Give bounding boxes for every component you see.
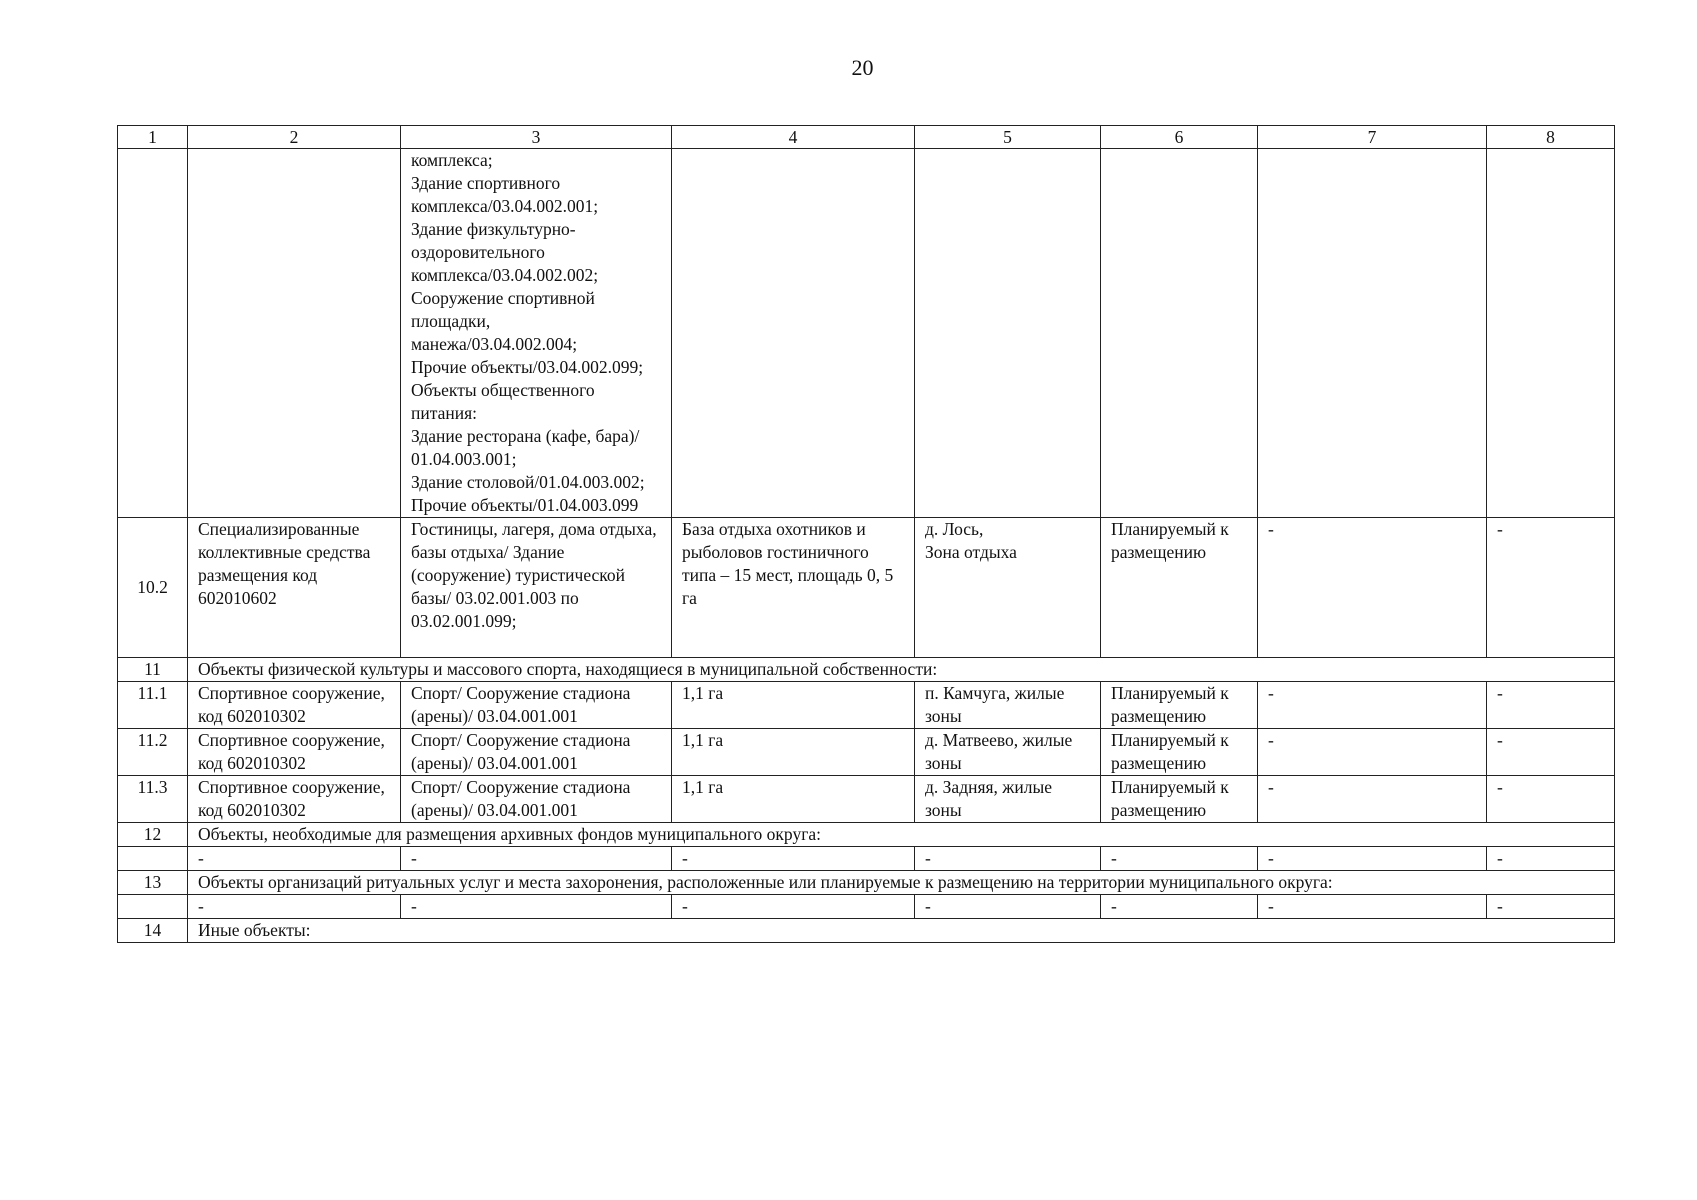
page-number: 20 xyxy=(851,55,874,80)
table-cell: Гостиницы, лагеря, дома отдыха, базы отдыха/ Здание (сооружение) туристической базы/ 03.02.001.003 по 03.02.001.099; xyxy=(401,518,672,658)
header-cell: 8 xyxy=(1487,126,1615,149)
table-cell: 1,1 га xyxy=(672,682,915,729)
table-cell: 1,1 га xyxy=(672,776,915,823)
table-cell: Спорт/ Сооружение стадиона (арены)/ 03.04.001.001 xyxy=(401,729,672,776)
table-cell: Планируемый к размещению xyxy=(1101,518,1258,658)
dash-cell: - xyxy=(401,895,672,919)
dash-cell: - xyxy=(401,847,672,871)
section-title: Иные объекты: xyxy=(188,919,1615,943)
header-cell: 7 xyxy=(1258,126,1487,149)
table-cell: Спорт/ Сооружение стадиона (арены)/ 03.04.001.001 xyxy=(401,682,672,729)
table-cell: Спортивное сооружение, код 602010302 xyxy=(188,729,401,776)
row-number: 11.3 xyxy=(118,776,188,823)
section-row xyxy=(118,919,1615,943)
row-number: 13 xyxy=(118,871,188,895)
header-cell: 1 xyxy=(118,126,188,149)
dash-cell: - xyxy=(1487,895,1615,919)
table-cell: Спортивное сооружение, код 602010302 xyxy=(188,682,401,729)
dash-cell: - xyxy=(1487,847,1615,871)
dash-cell: - xyxy=(1101,847,1258,871)
dash-row xyxy=(118,895,1615,919)
header-cell: 6 xyxy=(1101,126,1258,149)
table-cell xyxy=(118,895,188,919)
dash-cell: - xyxy=(1258,895,1487,919)
row-number: 10.2 xyxy=(118,518,188,658)
table-cell: Спортивное сооружение, код 602010302 xyxy=(188,776,401,823)
table-cell: д. Матвеево, жилые зоны xyxy=(915,729,1101,776)
dash-cell: - xyxy=(915,895,1101,919)
table-cell: - xyxy=(1487,682,1615,729)
table-cell: 1,1 га xyxy=(672,729,915,776)
continuation-row xyxy=(118,149,1615,518)
section-title: Объекты физической культуры и массового спорта, находящиеся в муниципальной собственности: xyxy=(188,658,1615,682)
dash-cell: - xyxy=(1258,847,1487,871)
section-row xyxy=(118,871,1615,895)
table-cell xyxy=(188,149,401,518)
table-cell xyxy=(1101,149,1258,518)
table-cell xyxy=(672,149,915,518)
table-cell: д. Лось, Зона отдыха xyxy=(915,518,1101,658)
table-cell: - xyxy=(1487,729,1615,776)
table-cell: - xyxy=(1487,518,1615,658)
table-cell: - xyxy=(1258,682,1487,729)
table-row xyxy=(118,682,1615,729)
row-number: 11 xyxy=(118,658,188,682)
dash-row xyxy=(118,847,1615,871)
table-cell: Планируемый к размещению xyxy=(1101,682,1258,729)
section-title: Объекты организаций ритуальных услуг и места захоронения, расположенные или планируемые к размещению на территории муниципального округа: xyxy=(188,871,1615,895)
table-cell xyxy=(118,149,188,518)
row-number: 11.1 xyxy=(118,682,188,729)
row-number: 14 xyxy=(118,919,188,943)
dash-cell: - xyxy=(188,895,401,919)
header-cell: 2 xyxy=(188,126,401,149)
table-cell: Спорт/ Сооружение стадиона (арены)/ 03.04.001.001 xyxy=(401,776,672,823)
table-cell xyxy=(1258,149,1487,518)
table-row xyxy=(118,518,1615,658)
objects-table xyxy=(117,125,1615,943)
dash-cell: - xyxy=(1101,895,1258,919)
object-types-cell: комплекса; Здание спортивного комплекса/03.04.002.001; Здание физкультурно-оздоровительного комплекса/03.04.002.002; Сооружение спортивной площадки, манежа/03.04.002.004; Прочие объекты/03.04.002.099; Объекты общественного питания: Здание ресторана (кафе, бара)/ 01.04.003.001; Здание столовой/01.04.003.002; Прочие объекты/01.04.003.099 xyxy=(401,149,672,518)
table-cell xyxy=(1487,149,1615,518)
header-cell: 5 xyxy=(915,126,1101,149)
section-row xyxy=(118,658,1615,682)
table-row xyxy=(118,776,1615,823)
row-number: 11.2 xyxy=(118,729,188,776)
table-row xyxy=(118,729,1615,776)
section-title: Объекты, необходимые для размещения архивных фондов муниципального округа: xyxy=(188,823,1615,847)
dash-cell: - xyxy=(915,847,1101,871)
table-cell: - xyxy=(1258,518,1487,658)
row-number: 12 xyxy=(118,823,188,847)
table-cell: Планируемый к размещению xyxy=(1101,729,1258,776)
table-cell xyxy=(118,847,188,871)
table-cell: Планируемый к размещению xyxy=(1101,776,1258,823)
table-cell: База отдыха охотников и рыболовов гостиничного типа – 15 мест, площадь 0, 5 га xyxy=(672,518,915,658)
table-cell: - xyxy=(1258,776,1487,823)
section-row xyxy=(118,823,1615,847)
dash-cell: - xyxy=(188,847,401,871)
table-cell: д. Задняя, жилые зоны xyxy=(915,776,1101,823)
table-cell: - xyxy=(1258,729,1487,776)
table-cell: Специализированные коллективные средства размещения код 602010602 xyxy=(188,518,401,658)
dash-cell: - xyxy=(672,847,915,871)
dash-cell: - xyxy=(672,895,915,919)
header-cell: 3 xyxy=(401,126,672,149)
table-cell xyxy=(915,149,1101,518)
table-cell: п. Камчуга, жилые зоны xyxy=(915,682,1101,729)
table-cell: - xyxy=(1487,776,1615,823)
header-row xyxy=(118,126,1615,149)
header-cell: 4 xyxy=(672,126,915,149)
